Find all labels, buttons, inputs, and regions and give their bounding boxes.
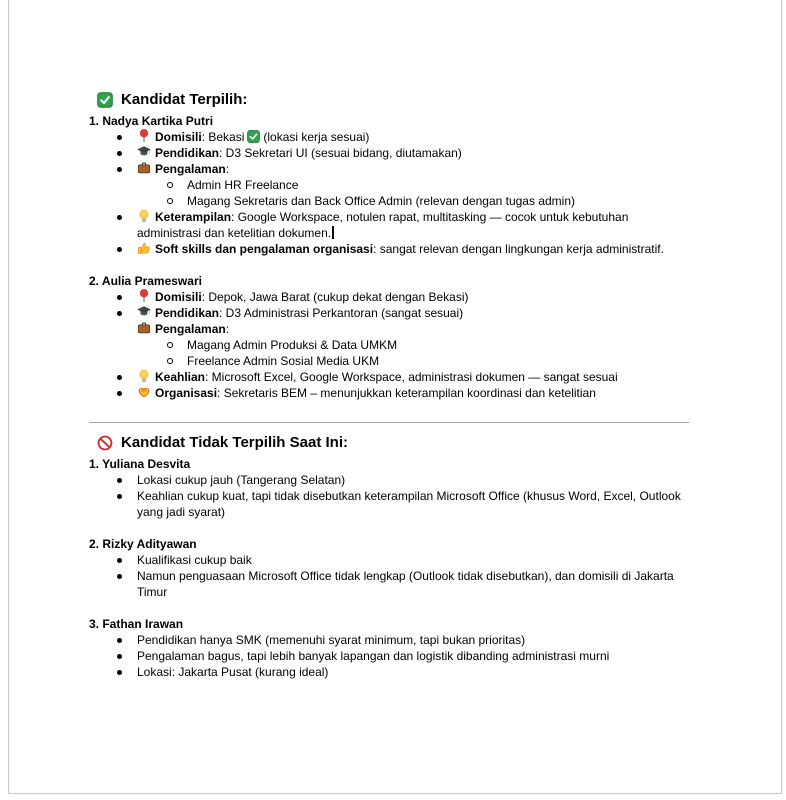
list-item xyxy=(89,385,689,401)
bullet-marker xyxy=(117,574,122,579)
rejected-section xyxy=(89,433,689,680)
item-label: Pendidikan xyxy=(155,306,220,320)
item-text: Keahlian cukup kuat, tapi tidak disebutkan keterampilan Microsoft Office (khusus Word, Excel, Outlook yang jadi syarat) xyxy=(137,489,681,519)
bullet-marker xyxy=(117,247,122,252)
item-label: Organisasi xyxy=(155,386,218,400)
item-text: Magang Sekretaris dan Back Office Admin (relevan dengan tugas admin) xyxy=(187,194,575,208)
graduation-cap-icon xyxy=(137,145,151,159)
check-mark-icon xyxy=(97,92,113,108)
candidate-name: 1. Yuliana Desvita xyxy=(89,457,191,471)
item-label: Keterampilan xyxy=(155,210,232,224)
light-bulb-icon xyxy=(137,369,151,383)
item-label: Keahlian xyxy=(155,370,206,384)
item-text: Freelance Admin Sosial Media UKM xyxy=(187,354,380,368)
briefcase-icon xyxy=(137,321,151,335)
list-item xyxy=(89,632,689,648)
text-cursor xyxy=(332,226,334,239)
list-item xyxy=(89,488,689,520)
item-label: Pengalaman xyxy=(155,162,226,176)
round-pushpin-icon xyxy=(137,289,151,303)
document-page[interactable] xyxy=(8,0,782,794)
section-divider xyxy=(89,422,689,423)
circle-marker xyxy=(167,198,173,204)
list-item xyxy=(89,161,689,177)
bullet-marker xyxy=(117,494,122,499)
bullet-marker xyxy=(117,478,122,483)
item-text: : Depok, Jawa Barat (cukup dekat dengan Bekasi) xyxy=(201,290,469,304)
item-text: : Microsoft Excel, Google Workspace, administrasi dokumen — sangat sesuai xyxy=(205,370,618,384)
item-text: Admin HR Freelance xyxy=(187,178,299,192)
bullet-marker xyxy=(117,311,122,316)
section-title-text: Kandidat Tidak Terpilih Saat Ini: xyxy=(121,434,348,451)
graduation-cap-icon xyxy=(137,305,151,319)
section-title-text: Kandidat Terpilih: xyxy=(121,91,248,108)
bullet-marker xyxy=(117,391,122,396)
list-subitem xyxy=(89,193,689,209)
candidate-name: 1. Nadya Kartika Putri xyxy=(89,114,214,128)
bullet-marker xyxy=(117,151,122,156)
item-text: (lokasi kerja sesuai) xyxy=(263,130,370,144)
bullet-marker xyxy=(117,167,122,172)
item-label: Pendidikan xyxy=(155,146,220,160)
item-text: Magang Admin Produksi & Data UMKM xyxy=(187,338,398,352)
briefcase-icon xyxy=(137,161,151,175)
list-subitem xyxy=(89,177,689,193)
list-item xyxy=(89,145,689,161)
check-mark-icon xyxy=(247,130,260,143)
bullet-marker xyxy=(117,295,122,300)
list-item xyxy=(89,369,689,385)
list-item xyxy=(89,568,689,600)
item-label: Domisili xyxy=(155,290,202,304)
candidate-block xyxy=(89,273,689,401)
item-text: : xyxy=(225,162,230,176)
circle-marker xyxy=(167,182,173,188)
item-text: : D3 Administrasi Perkantoran (sangat sesuai) xyxy=(219,306,464,320)
item-text: Lokasi cukup jauh (Tangerang Selatan) xyxy=(137,473,346,487)
candidate-name: 2. Aulia Prameswari xyxy=(89,274,202,288)
item-label: Domisili xyxy=(155,130,202,144)
light-bulb-icon xyxy=(137,209,151,223)
round-pushpin-icon xyxy=(137,129,151,143)
bullet-marker xyxy=(117,654,122,659)
item-text: Pengalaman bagus, tapi lebih banyak lapangan dan logistik dibanding administrasi murni xyxy=(137,649,610,663)
candidate-name: 2. Rizky Adityawan xyxy=(89,537,197,551)
handshake-icon xyxy=(137,385,151,399)
bullet-marker xyxy=(117,215,122,220)
list-item xyxy=(89,241,689,257)
list-item xyxy=(89,321,689,337)
selected-section-title xyxy=(89,90,689,110)
candidate-block xyxy=(89,456,689,520)
document-text[interactable] xyxy=(9,0,689,680)
item-text: Lokasi: Jakarta Pusat (kurang ideal) xyxy=(137,665,329,679)
item-label: Pengalaman xyxy=(155,322,226,336)
list-subitem xyxy=(89,337,689,353)
list-item xyxy=(89,305,689,321)
candidate-block xyxy=(89,536,689,600)
item-text: : sangat relevan dengan lingkungan kerja administratif. xyxy=(373,242,664,256)
bullet-marker xyxy=(117,375,122,380)
thumbs-up-icon xyxy=(137,241,151,255)
item-text: Namun penguasaan Microsoft Office tidak lengkap (Outlook tidak disebutkan), dan domisili di Jakarta Timur xyxy=(137,569,674,599)
item-text: : Sekretaris BEM – menunjukkan keterampilan koordinasi dan ketelitian xyxy=(217,386,596,400)
list-item xyxy=(89,129,689,145)
list-item xyxy=(89,209,689,241)
list-item xyxy=(89,648,689,664)
candidate-block xyxy=(89,113,689,257)
item-text: : D3 Sekretari UI (sesuai bidang, diutamakan) xyxy=(219,146,462,160)
circle-marker xyxy=(167,342,173,348)
item-text: : Bekasi xyxy=(201,130,245,144)
no-entry-icon xyxy=(97,435,113,451)
selected-section xyxy=(89,90,689,401)
bullet-marker xyxy=(117,135,122,140)
rejected-section-title xyxy=(89,433,689,453)
bullet-marker xyxy=(117,558,122,563)
list-item xyxy=(89,289,689,305)
list-item xyxy=(89,664,689,680)
item-text: Pendidikan hanya SMK (memenuhi syarat minimum, tapi bukan prioritas) xyxy=(137,633,526,647)
list-subitem xyxy=(89,353,689,369)
list-item xyxy=(89,472,689,488)
candidate-name: 3. Fathan Irawan xyxy=(89,617,184,631)
list-item xyxy=(89,552,689,568)
item-text: : xyxy=(225,322,230,336)
bullet-marker xyxy=(117,670,122,675)
bullet-marker xyxy=(117,638,122,643)
item-text: Kualifikasi cukup baik xyxy=(137,553,252,567)
item-label: Soft skills dan pengalaman organisasi xyxy=(155,242,374,256)
circle-marker xyxy=(167,358,173,364)
candidate-block xyxy=(89,616,689,680)
item-text: : Google Workspace, notulen rapat, multitasking — cocok untuk kebutuhan administrasi dan ketelitian dokumen. xyxy=(137,210,629,240)
